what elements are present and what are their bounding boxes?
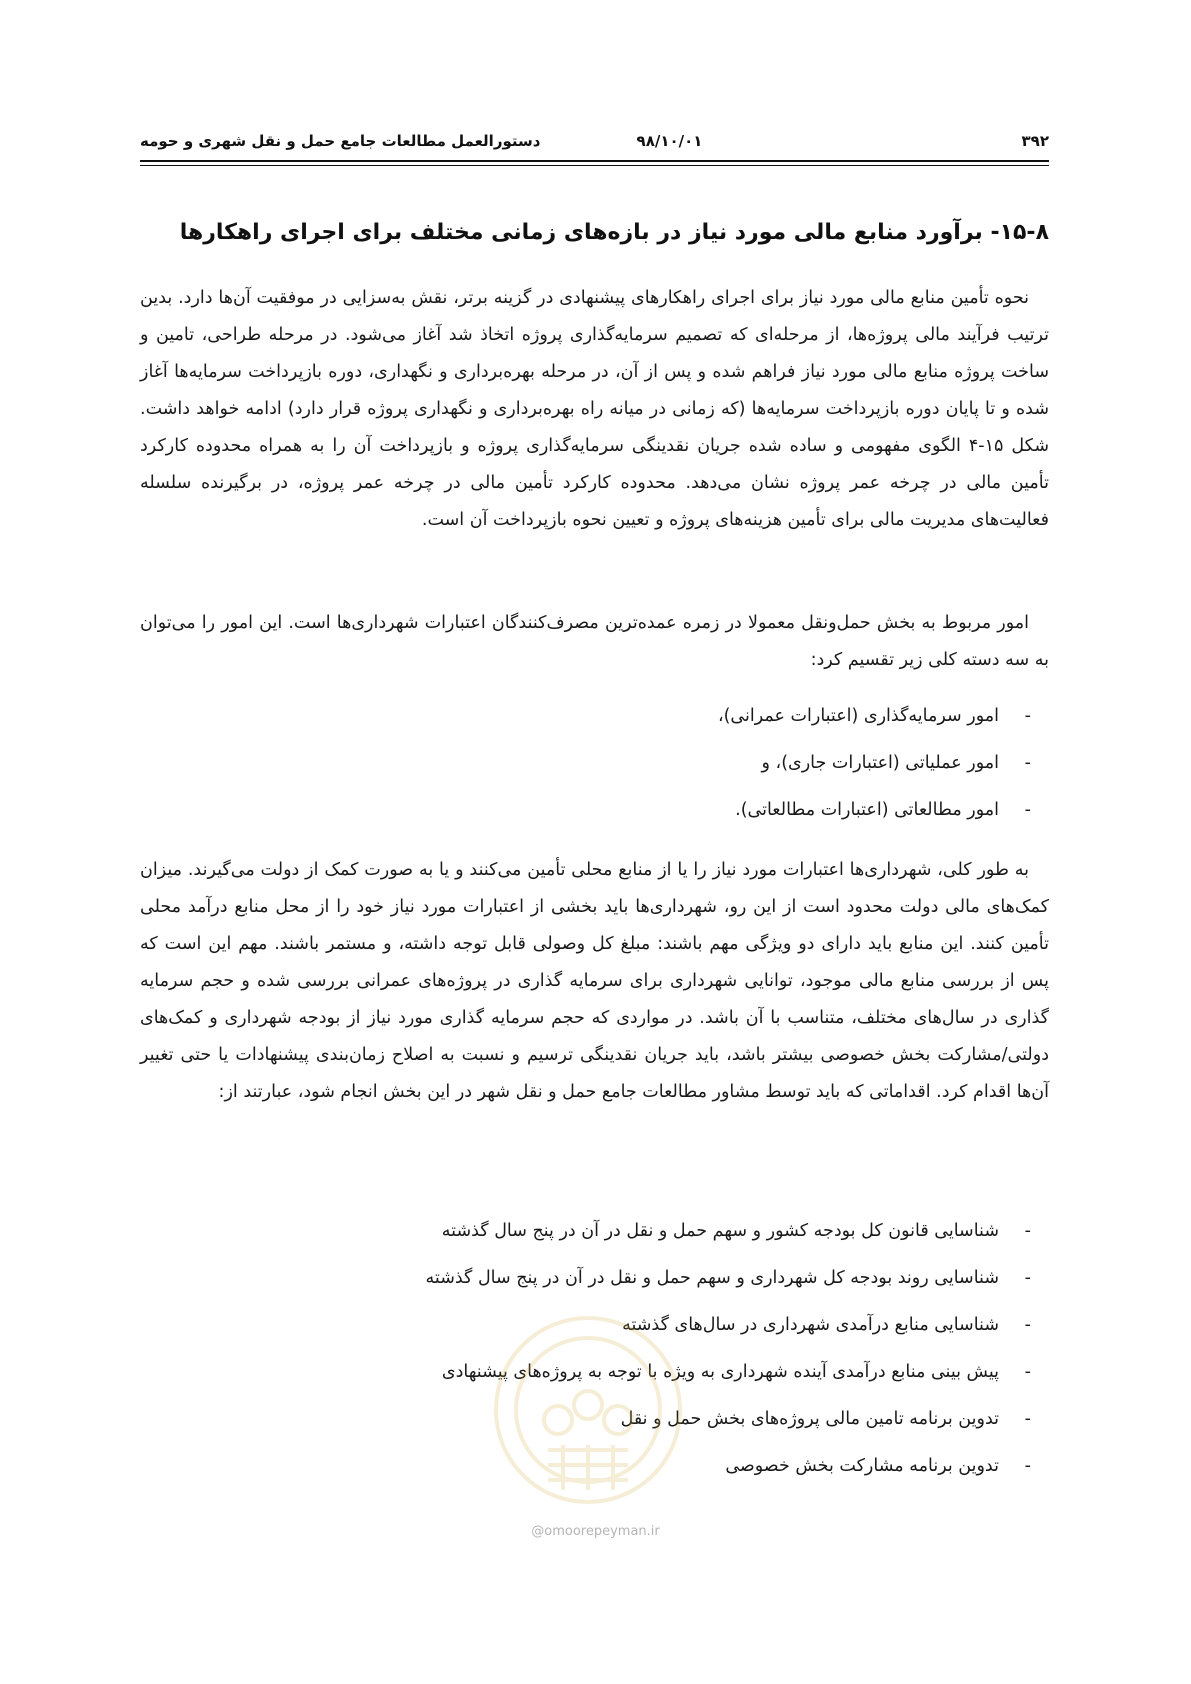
- list-item: [140, 787, 1049, 834]
- header-rule-thin: [140, 165, 1049, 166]
- dash-bullet: -: [1024, 1456, 1031, 1476]
- dash-bullet: -: [1024, 706, 1031, 726]
- dash-bullet: -: [1024, 800, 1031, 820]
- header-date: ۹۸/۱۰/۰۱: [636, 132, 703, 150]
- dash-bullet: -: [1024, 753, 1031, 773]
- paragraph-municipal-funding: [140, 852, 1049, 1111]
- header-rule: [140, 160, 1049, 162]
- list-item-text: امور مطالعاتی (اعتبارات مطالعاتی).: [735, 800, 999, 820]
- list-item: [140, 1208, 1049, 1255]
- watermark-logo: [488, 1305, 688, 1520]
- dash-bullet: -: [1024, 1409, 1031, 1429]
- list-item-text: تدوین برنامه مشارکت بخش خصوصی: [725, 1456, 999, 1476]
- watermark-footer: @omoorepeyman.ir: [531, 1524, 660, 1539]
- header-title: دستورالعمل مطالعات جامع حمل و نقل شهری و حومه: [140, 132, 541, 150]
- affairs-category-list: [140, 693, 1049, 834]
- list-item-text: تدوین برنامه تامین مالی پروژه‌های بخش حمل و نقل: [620, 1409, 999, 1429]
- paragraph-financing-process: [140, 280, 1049, 539]
- list-item-text: امور عملیاتی (اعتبارات جاری)، و: [761, 753, 999, 773]
- list-item: [140, 693, 1049, 740]
- page-number: ۳۹۲: [1021, 132, 1049, 150]
- paragraph-text: به طور کلی، شهرداری‌ها اعتبارات مورد نیاز را یا از منابع محلی تأمین می‌کنند و یا به صورت کمک از دولت می‌گیرند. میزان کمک‌های مالی دولت محدود است از این رو، شهرداری‌ها باید بخشی از اعتبارات مورد نیاز خود را از محل منابع درآمد محلی تأمین کنند. این منابع باید دارای دو ویژگی مهم باشند: مبلغ کل وصولی قابل توجه داشته، و مستمر باشند. مهم این است که پس از بررسی منابع مالی موجود، توانایی شهرداری برای سرمایه گذاری در پروژه‌های عمرانی بررسی شده و حجم سرمایه گذاری در سال‌های مختلف، متناسب با آن باشد. در مواردی که حجم سرمایه گذاری مورد نیاز از بودجه شهرداری و کمک‌های دولتی/مشارکت بخش خصوصی بیشتر باشد، باید جریان نقدینگی ترسیم و نسبت به اصلاح زمان‌بندی پیشنهادات یا حتی تغییر آن‌ها اقدام کرد. اقداماتی که باید توسط مشاور مطالعات جامع حمل و نقل شهر در این بخش انجام شود، عبارتند از:: [140, 860, 1049, 1102]
- list-item-text: شناسایی روند بودجه کل شهرداری و سهم حمل و نقل در آن در پنج سال گذشته: [425, 1268, 999, 1288]
- list-item-text: شناسایی قانون کل بودجه کشور و سهم حمل و نقل در آن در پنج سال گذشته: [441, 1221, 999, 1241]
- list-item: [140, 740, 1049, 787]
- dash-bullet: -: [1024, 1221, 1031, 1241]
- list-item-text: امور سرمایه‌گذاری (اعتبارات عمرانی)،: [717, 706, 999, 726]
- list-item: [140, 1255, 1049, 1302]
- paragraph-text: امور مربوط به بخش حمل‌ونقل معمولا در زمره عمده‌ترین مصرف‌کنندگان اعتبارات شهرداری‌ها است. این امور را می‌توان به سه دسته کلی زیر تقسیم کرد:: [140, 613, 1049, 670]
- paragraph-text: نحوه تأمین منابع مالی مورد نیاز برای اجرای راهکارهای پیشنهادی در گزینه برتر، نقش به‌سزایی در موفقیت آن‌ها دارد. بدین ترتیب فرآیند مالی پروژه‌ها، از مرحله‌ای که تصمیم سرمایه‌گذاری پروژه اتخاذ شد آغاز می‌شود. در مرحله طراحی، تامین و ساخت پروژه منابع مالی مورد نیاز فراهم شده و پس از آن، در مرحله بهره‌برداری و نگهداری، دوره بازپرداخت سرمایه‌ها آغاز شده و تا پایان دوره بازپرداخت سرمایه‌ها (که زمانی در میانه راه بهره‌برداری و نگهداری پروژه قرار دارد) ادامه خواهد داشت. شکل ۱۵-۴ الگوی مفهومی و ساده شده جریان نقدینگی سرمایه‌گذاری پروژه و بازپرداخت آن را به همراه محدوده کارکرد تأمین مالی در چرخه عمر پروژه نشان می‌دهد. محدوده کارکرد تأمین مالی در چرخه عمر پروژه، در برگیرنده سلسله فعالیت‌های مدیریت مالی برای تأمین هزینه‌های پروژه و تعیین نحوه بازپرداخت آن است.: [140, 288, 1049, 530]
- section-heading: ۱۵-۸- برآورد منابع مالی مورد نیاز در بازه‌های زمانی مختلف برای اجرای راهکارها: [179, 220, 1049, 245]
- list-item-text: پیش بینی منابع درآمدی آینده شهرداری به ویژه با توجه به پروژه‌های پیشنهادی: [441, 1362, 999, 1382]
- paragraph-transport-affairs: [140, 605, 1049, 679]
- dash-bullet: -: [1024, 1315, 1031, 1335]
- list-item-text: شناسایی منابع درآمدی شهرداری در سال‌های گذشته: [622, 1315, 999, 1335]
- dash-bullet: -: [1024, 1268, 1031, 1288]
- dash-bullet: -: [1024, 1362, 1031, 1382]
- running-header: [140, 128, 1049, 158]
